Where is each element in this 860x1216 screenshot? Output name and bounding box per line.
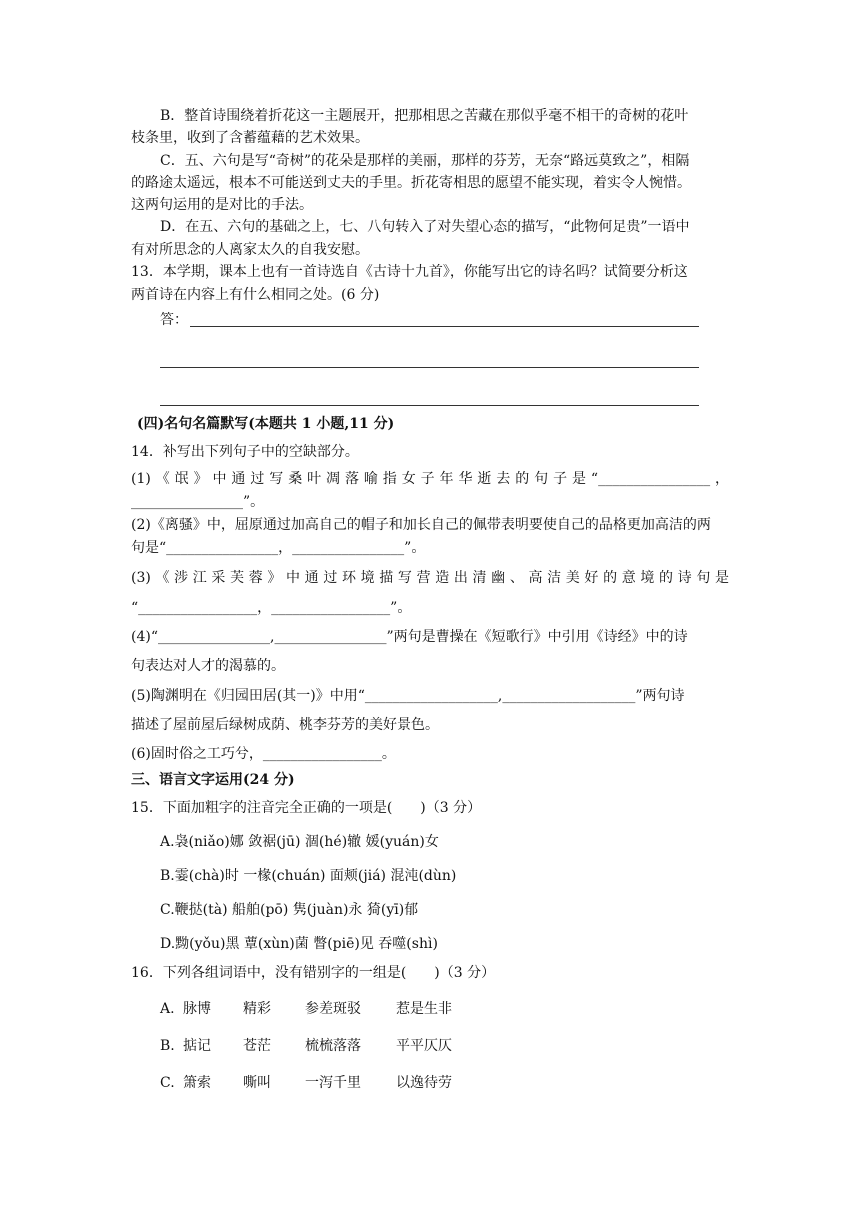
q16-word: 梳梳落落 — [305, 1038, 361, 1054]
q16-word: 以逸待劳 — [396, 1075, 452, 1091]
q16-word: 惹是生非 — [396, 1001, 452, 1017]
q12-option-c-line1: C．五、六句是写“奇树”的花朵是那样的美丽，那样的芬芳，无奈“路远莫致之”，相隔 — [160, 153, 690, 169]
q13-answer-label: 答： — [160, 312, 188, 328]
q16-word: 一泻千里 — [305, 1075, 361, 1091]
q12-option-c-line2: 的路途太遥远，根本不可能送到丈夫的手里。折花寄相思的愿望不能实现，着实令人惋惜。 — [131, 175, 691, 191]
q15-option-b[interactable]: B.霎(chà)时 一椽(chuán) 面颊(jiá) 混沌(dùn) — [160, 868, 457, 884]
q14-item2-line2: 句是“________________，________________”。 — [131, 540, 426, 556]
q16-word: 平平仄仄 — [396, 1038, 452, 1054]
q14-item4-line1: (4)“________________,________________”两句是曹操在《短歌行》中引用《诗经》中的诗 — [131, 629, 688, 645]
q14-item3-line2: “_________________，_________________”。 — [131, 600, 412, 616]
q15-option-a[interactable]: A.袅(niǎo)娜 敛裾(jū) 涸(hé)辙 媛(yuán)女 — [160, 834, 439, 850]
answer-line-2[interactable] — [160, 367, 699, 368]
q13-stem-line2: 两首诗在内容上有什么相同之处。(6 分) — [131, 287, 380, 303]
q12-option-b-line1: B．整首诗围绕着折花这一主题展开，把那相思之苦藏在那似乎毫不相干的奇树的花叶 — [160, 108, 689, 124]
q14-item6: (6)固时俗之工巧兮，_________________。 — [131, 746, 396, 762]
q12-option-d-line2: 有对所思念的人离家太久的自我安慰。 — [131, 242, 369, 258]
q15-option-c[interactable]: C.鞭挞(tà) 船舶(pō) 隽(juàn)永 猗(yī)郁 — [160, 902, 419, 918]
q14-item1-line1: (1)《氓》中通过写桑叶凋落喻指女子年华逝去的句子是“________________， — [131, 471, 729, 487]
q12-option-c-line3: 这两句运用的是对比的手法。 — [131, 197, 313, 213]
q16-word: 嘶叫 — [243, 1075, 271, 1091]
q12-option-b-line2: 枝条里，收到了含蓄蕴藉的艺术效果。 — [131, 130, 369, 146]
section3-heading: 三、语言文字运用(24 分) — [131, 772, 295, 788]
section4-heading: (四)名句名篇默写(本题共 1 小题,11 分) — [137, 416, 395, 432]
q15-stem: 15．下面加粗字的注音完全正确的一项是( )（3 分） — [131, 800, 482, 816]
q16-option-label: A. — [160, 1001, 175, 1017]
q14-item5-line1: (5)陶渊明在《归园田居(其一)》中用“___________________,___________________”两句诗 — [131, 688, 685, 704]
q14-stem: 14．补写出下列句子中的空缺部分。 — [131, 444, 359, 460]
q15-option-d[interactable]: D.黝(yǒu)黑 蕈(xùn)菌 瞥(piē)见 吞噬(shì) — [160, 936, 438, 952]
q16-option-label: B. — [160, 1038, 175, 1054]
q16-word: 参差斑驳 — [305, 1001, 361, 1017]
q14-item1-line2: ________________”。 — [131, 494, 265, 510]
q16-option-label: C. — [160, 1075, 175, 1091]
q16-word: 苍茫 — [243, 1038, 271, 1054]
q14-item2-line1: (2)《离骚》中，屈原通过加高自己的帽子和加长自己的佩带表明要使自己的品格更加高洁的两 — [131, 517, 711, 533]
q14-item3-line1: (3)《涉江采芙蓉》中通过环境描写营造出清幽、高洁美好的意境的诗句是 — [131, 570, 729, 586]
q16-word: 精彩 — [243, 1001, 271, 1017]
q16-word: 掂记 — [183, 1038, 211, 1054]
q12-option-d-line1: D．在五、六句的基础之上，七、八句转入了对失望心态的描写，“此物何足贵”一语中 — [160, 219, 690, 235]
answer-line-1[interactable] — [190, 326, 699, 327]
q13-stem-line1: 13．本学期，课本上也有一首诗选自《古诗十九首》，你能写出它的诗名吗？试简要分析这 — [131, 264, 688, 280]
q14-item5-line2: 描述了屋前屋后绿树成荫、桃李芬芳的美好景色。 — [131, 717, 439, 733]
q16-stem: 16．下列各组词语中，没有错别字的一组是( )（3 分） — [131, 965, 496, 981]
q14-item4-line2: 句表达对人才的渴慕的。 — [131, 658, 285, 674]
q16-word: 脉博 — [183, 1001, 211, 1017]
answer-line-3[interactable] — [160, 405, 699, 406]
q16-word: 箫索 — [183, 1075, 211, 1091]
